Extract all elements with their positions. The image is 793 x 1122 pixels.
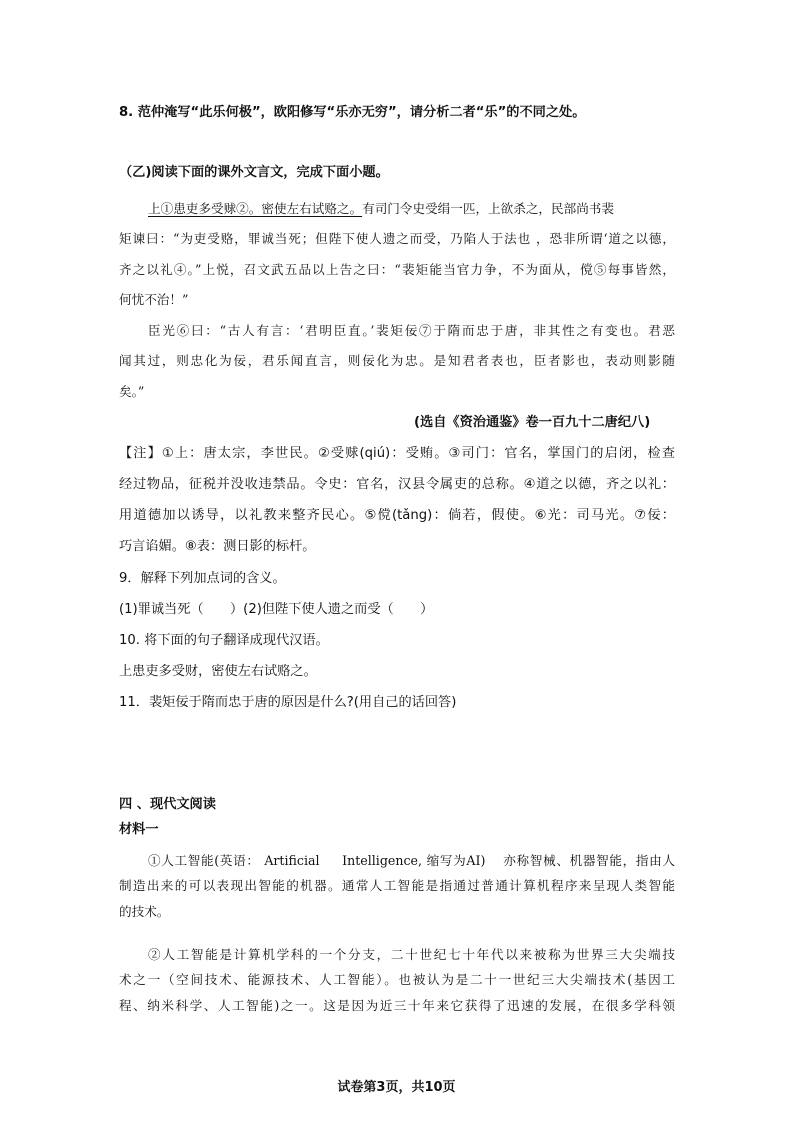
- underlined-sentence: 上①患吏多受赇②。密使左右试赂之。: [148, 201, 363, 216]
- passage-line: ②人工智能是计算机学科的一个分支，二十世纪七十年代以来被称为世界三大尖端技: [148, 947, 675, 962]
- section-4-heading: 四 、现代文阅读: [119, 797, 216, 812]
- passage-line: 矩谏曰：“为吏受赂，罪诚当死；但陛下使人遗之而受，乃陷人于法也 ，恐非所谓‘道之以德，: [119, 231, 675, 246]
- passage-line: 程、纳米科学、人工智能)之一。这是因为近三十年来它获得了迅速的发展，在很多学科领: [119, 998, 675, 1013]
- note-line: 经过物品，征税并没收违禁品。令史：官名，汉县令属吏的总称。④道之以德，齐之以礼：: [119, 477, 675, 492]
- section-b-heading: （乙)阅读下面的课外文言文，完成下面小题。: [119, 165, 389, 180]
- passage-line: 臣光⑥曰：“古人有言：‘君明臣直。’裴矩佞⑦于隋而忠于唐，非其性之有变也。君恶: [148, 323, 675, 338]
- question-10: 10. 将下面的句子翻译成现代汉语。: [119, 633, 329, 648]
- question-11: 11．裴矩佞于隋而忠于唐的原因是什么?(用自己的话回答): [119, 695, 457, 710]
- question-9: 9．解释下列加点词的含义。: [119, 571, 286, 586]
- passage-line: ①人工智能(英语： Artificial Intelligence, 缩写为AI) 亦称智械、机器智能，指由人: [148, 853, 675, 868]
- passage-line: 闻其过，则忠化为佞，君乐闻直言，则佞化为忠。是知君者表也，臣者影也，表动则影随: [119, 353, 675, 368]
- passage-line: 的技术。: [119, 904, 170, 919]
- note-line: 【注】①上：唐太宗，李世民。②受赇(qiú)：受贿。③司门：官名，掌国门的启闭，检查: [119, 446, 675, 461]
- note-line: 用道德加以诱导，以礼教来整齐民心。⑤傥(tǎng)：倘若，假使。⑥光：司马光。⑦佞：: [119, 508, 675, 523]
- passage-line: 矣。”: [119, 384, 145, 399]
- question-8: 8. 范仲淹写“此乐何极”，欧阳修写“乐亦无穷”，请分析二者“乐”的不同之处。: [119, 105, 586, 120]
- question-10-sentence: 上患吏多受财，密使左右试赂之。: [119, 664, 317, 679]
- passage-line: 制造出来的可以表现出智能的机器。通常人工智能是指通过普通计算机程序来呈现人类智能: [119, 878, 675, 893]
- note-line: 巧言谄媚。⑧表：测日影的标杆。: [119, 539, 316, 554]
- passage-source: (选自《资治通鉴》卷一百九十二唐纪八): [414, 415, 651, 430]
- question-9-items: (1)罪诚当死（ ）(2)但陛下使人遗之而受（ ）: [119, 602, 434, 617]
- passage-line: 齐之以礼④。”上悦，召文武五品以上告之曰：“裴矩能当官力争，不为面从，傥⑤每事皆然，: [119, 262, 675, 277]
- passage-line: 术之一（空间技术、能源技术、人工智能）。也被认为是二十一世纪三大尖端技术(基因工: [119, 972, 675, 987]
- passage-line: 何忧不治！”: [119, 292, 189, 307]
- material-label: 材料一: [119, 822, 159, 837]
- passage-text: 有司门令史受绢一匹，上欲杀之，民部尚书裴: [362, 201, 614, 216]
- page-footer: 试卷第3页，共10页: [337, 1080, 456, 1095]
